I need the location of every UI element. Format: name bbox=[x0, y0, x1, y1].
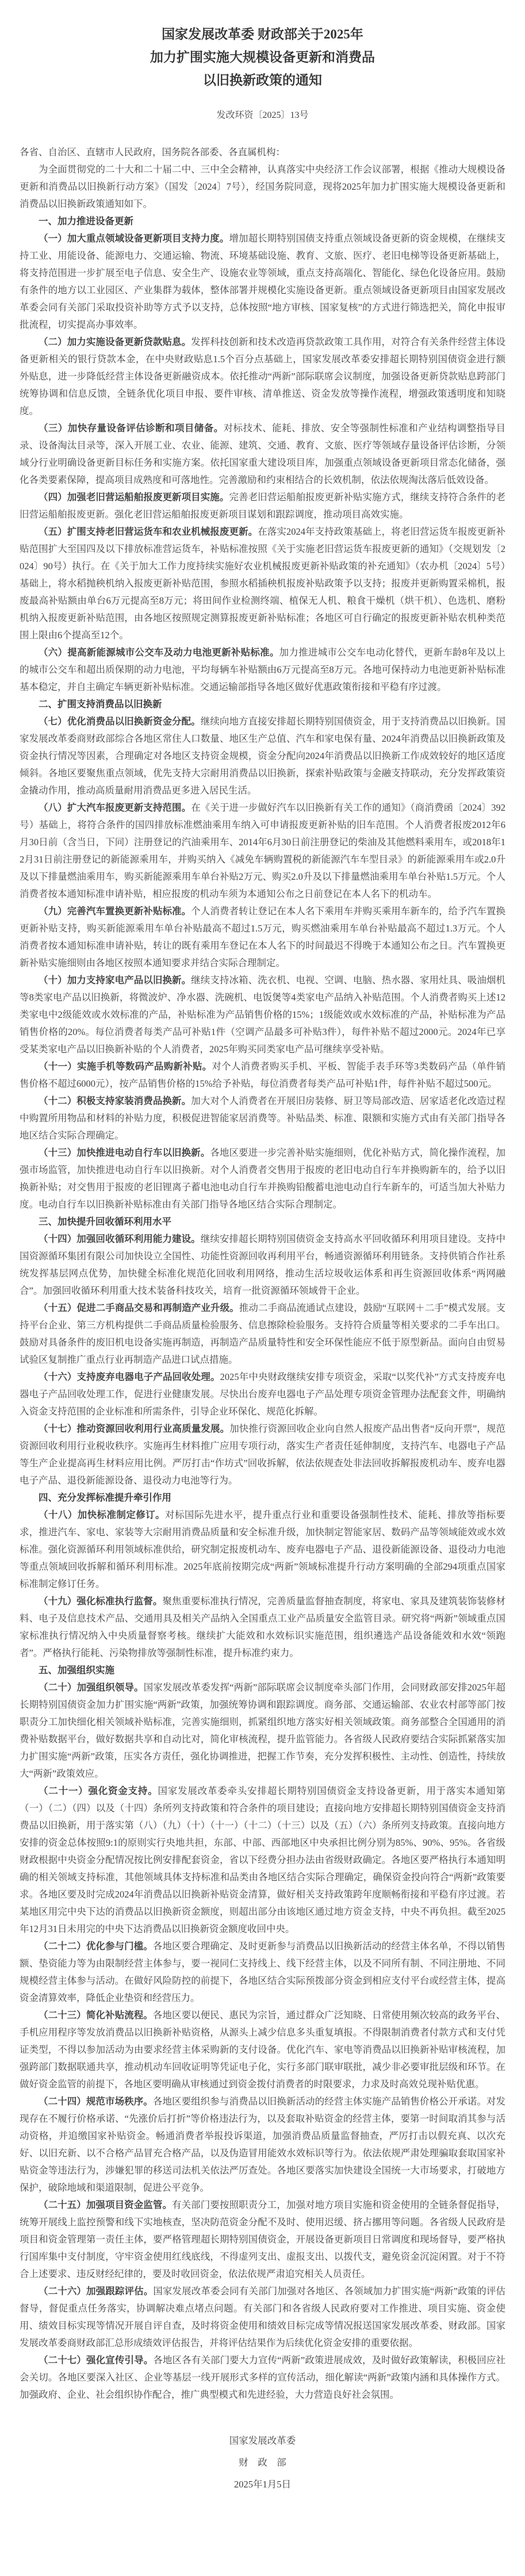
policy-item-label: （七）优化消费品以旧换新资金分配。 bbox=[39, 716, 201, 727]
policy-item-text: 继续向地方直接安排超长期特别国债资金，用于支持消费品以旧换新。国家发展改革委商财政部综合各地区常住人口数量、地区生产总值、汽车和家电保有量、2024年消费品以旧换新政策及资金执行情况等因素，合理确定对各地区支持资金规模，资金分配向2024年消费品以旧换新工作成效较好的地区适度倾斜。各地区要聚焦重点领域，优先支持大宗耐用消费品以旧换新，探索补贴政策与金融支持联动，充分发挥政策资金撬动作用，推动高质量耐用消费品更多进入居民生活。 bbox=[20, 716, 506, 796]
policy-item-label: （二十七）强化宣传引导。 bbox=[39, 2355, 154, 2366]
policy-item-paragraph bbox=[20, 1679, 505, 1782]
policy-item-label: （十九）强化标准执行监督。 bbox=[39, 1596, 163, 1607]
policy-item-paragraph bbox=[20, 1506, 505, 1593]
policy-item-text: 在落实2024年支持政策基础上，将老旧营运货车报废更新补贴范围扩大至国四及以下排放标准营运货车，补贴标准按照《关于实施老旧营运货车报废更新的通知》（交规划发〔2024〕90号）执行。在《关于加大工作力度持续实施好农业机械报废更新补贴政策的补充通知》（农办机〔2024〕5号）基础上，将水稻抛秧机纳入报废更新补贴范围，参照水稻插秧机报废补贴政策予以支持；报废并更新购置采棉机，报废最高补贴额由单台6万元提高至8万元；将田间作业检测终端、植保无人机、粮食干燥机（烘干机）、色选机、磨粉机纳入报废更新补贴范围，由各地区按照规定测算报废更新补贴标准；各地区可自行确定的报废更新补贴农机种类范围上限由6个提高至12个。 bbox=[20, 526, 506, 641]
policy-item-label: （二十四）规范市场秩序。 bbox=[39, 2096, 153, 2107]
policy-item-text: 发挥科技创新和技术改造再贷款政策工具作用，对符合有关条件经营主体设备更新相关的银行贷款本金，在中央财政贴息1.5个百分点基础上，国家发展改革委安排超长期特别国债资金进行额外贴息，进一步降低经营主体设备更新融资成本。依托推动“两新”部际联席会议制度，加强设备更新贷款贴息跨部门统筹协调和信息反馈，全链条优化项目申报、要件审核、清单推送、资金发放等操作流程，增强政策透明度和知晓度。 bbox=[20, 336, 506, 416]
policy-item-text: 个人消费者转让登记在本人名下乘用车并购买乘用车新车的，给予汽车置换更新补贴支持，购买新能源乘用车单台补贴最高不超过1.5万元，购买燃油乘用车单台补贴最高不超过1.3万元。个人消费者按本通知标准申请补贴，转让的既有乘用车登记在本人名下的时间最迟不得晚于本通知公布之日。汽车置换更新补贴实施细则由各地区按照本通知要求并结合实际合理制定。 bbox=[20, 906, 506, 968]
policy-item-text: 加大对个人消费者在开展旧房装修、厨卫等局部改造、居家适老化改造过程中购置所用物品和材料的补贴力度，积极促进智能家居消费等。补贴品类、标准、限额和实施方式由有关部门指导各地区结合实际合理确定。 bbox=[20, 1095, 506, 1141]
policy-item-text: 继续安排超长期特别国债资金支持高水平回收循环利用项目建设。支持中国资源循环集团有限公司加快设立全国性、功能性资源回收再利用平台，畅通资源循环利用链条。支持供销合作社系统发挥基层网点优势，加快健全标准化规范化回收利用网络，推动生活垃圾收运体系和再生资源回收体系“两网融合”。加强回收循环利用重大技术装备科技攻关，培育一批资源循环领域骨干企业。 bbox=[20, 1233, 506, 1296]
policy-item-label: （九）完善汽车置换更新补贴标准。 bbox=[39, 906, 191, 917]
policy-item-text: 加快推行资源回收企业向自然人报废产品出售者“反向开票”，规范资源回收利用行业税收秩序。实施再生材料推广应用专项行动，落实生产者责任延伸制度，支持汽车、电器电子产品等生产企业提高再生材料应用比例。严厉打击“作坊式”回收拆解，依法依规查处非法回收拆解报废机动车、废弃电器电子产品、退役新能源设备、退役动力电池等行为。 bbox=[20, 1423, 505, 1486]
policy-item-text: 国家发展改革委发挥“两新”部际联席会议制度牵头部门作用，会同财政部安排2025年超长期特别国债资金加力扩围实施“两新”政策，加强统筹协调和跟踪调度。商务部、交通运输部、农业农村部等部门按职责分工加快细化相关领域补贴标准，完善实施细则，抓紧组织地方落实好相关领域政策。商务部整合全国通用的消费补贴数据平台，做好数据共享和自动比对，简化审核流程，提升监管能力。各省级人民政府要结合实际抓紧落实加力扩围实施“两新”政策，压实各方责任，强化协调推进，把握工作节奏，充分发挥积极性、主动性、创造性，持续放大“两新”政策效应。 bbox=[20, 1682, 506, 1779]
salutation: 各省、自治区、直辖市人民政府，国务院各部委、各直属机构： bbox=[20, 147, 285, 158]
page-title bbox=[60, 23, 465, 92]
policy-item-label: （三）加快存量设备评估诊断和项目储备。 bbox=[39, 423, 224, 434]
policy-item-text: 增加超长期特别国债支持重点领域设备更新的资金规模，在继续支持工业、用能设备、能源电力、交通运输、物流、环境基础设施、教育、文旅、医疗、老旧电梯等设备更新基础上，将支持范围进一步扩展至电子信息、安全生产、设施农业等领域，重点支持高端化、智能化、绿色化设备应用。鼓励有条件的地方以工业园区、产业集群为载体，整体部署并规模化实施设备更新。重点领域设备更新项目由国家发展改革委会同有关部门采取投资补助等方式予以支持，总体按照“地方审核、国家复核”的方式进行筛选把关，简化申报审批流程，切实提高办事效率。 bbox=[20, 233, 506, 330]
policy-item-text: 对标技术、能耗、排放、安全等强制性标准和产业结构调整指导目录、设备淘汰目录等，深入开展工业、农业、能源、建筑、交通、教育、文旅、医疗等领域存量设备评估诊断，分领域分行业明确设备更新目标任务和实施方案。依托国家重大建设项目库，加强重点领域设备更新项目常态化储备，强化各类要素保障，提高项目成熟度和可落地性。完善激励和约束相结合的长效机制，依法依规淘汰落后低效设备。 bbox=[20, 423, 506, 485]
policy-item-label: （二十一）强化资金支持。 bbox=[39, 1785, 158, 1796]
policy-item-label: （六）提高新能源城市公交车及动力电池更新补贴标准。 bbox=[39, 647, 279, 658]
document-number: 发改环资〔2025〕13号 bbox=[216, 110, 309, 120]
section-heading: 二、扩围支持消费品以旧换新 bbox=[39, 699, 162, 710]
document-body-wrapper bbox=[20, 144, 505, 2404]
policy-item-paragraph bbox=[20, 1144, 505, 1213]
policy-item-paragraph bbox=[20, 489, 505, 523]
policy-item-label: （十六）支持废弃电器电子产品回收处理。 bbox=[39, 1371, 220, 1382]
policy-item-paragraph bbox=[20, 2352, 505, 2404]
policy-item-label: （十八）加快标准制定修订。 bbox=[39, 1509, 166, 1520]
policy-item-label: （十二）积极支持家装消费品换新。 bbox=[39, 1095, 191, 1106]
policy-item-text: 国家发展改革委会同有关部门加强对各地区、各领域加力扩围实施“两新”政策的评估督导，督促重点任务落实，协调解决难点堵点问题。有关部门和各省级人民政府要对工作推进、项目实施、资金使用、绩效目标实现等情况开展自评自查，及时将资金使用和绩效目标完成等情况报送国家发展改革委、财政部。国家发展改革委商财政部汇总形成绩效评估报告，并将评估结果作为后续优化资金安排的重要依据。 bbox=[20, 2286, 505, 2348]
policy-item-text: 在《关于进一步做好汽车以旧换新有关工作的通知》（商消费函〔2024〕392号）基础上，将符合条件的国四排放标准燃油乘用车纳入可申请报废更新补贴的旧车范围。个人消费者报废2012年6月30日前（含当日，下同）注册登记的汽油乘用车、2014年6月30日前注册登记的柴油及其他燃料乘用车，或2018年12月31日前注册登记的新能源乘用车，并购买纳入《减免车辆购置税的新能源汽车车型目录》的新能源乘用车或2.0升及以下排量燃油乘用车，购买新能源乘用车单台补贴2万元、购买2.0升及以下排量燃油乘用车单台补贴1.5万元。个人消费者按本通知标准申请补贴，相应报废的机动车须为本通知公布之日前登记在本人名下的机动车。 bbox=[20, 802, 506, 899]
document-body bbox=[20, 213, 505, 2404]
policy-item-label: （二十）加强组织领导。 bbox=[39, 1682, 144, 1693]
policy-item-paragraph bbox=[20, 903, 505, 972]
policy-item-paragraph bbox=[20, 523, 505, 644]
policy-item-label: （四）加强老旧营运船舶报废更新项目实施。 bbox=[39, 492, 229, 503]
signature-date: 2025年1月5日 bbox=[234, 2479, 291, 2490]
policy-item-label: （十五）促进二手商品交易和再制造产业升级。 bbox=[39, 1302, 239, 1313]
section-heading: 一、加力推进设备更新 bbox=[39, 216, 133, 227]
intro-paragraph: 为全面贯彻党的二十大和二十届二中、三中全会精神，认真落实中央经济工作会议部署，根据《推动大规模设备更新和消费品以旧换新行动方案》（国发〔2024〕7号），经国务院同意，现将2025年加力扩围实施大规模设备更新和消费品以旧换新政策通知如下。 bbox=[20, 164, 505, 209]
title-line-3: 以旧换新政策的通知 bbox=[203, 73, 322, 87]
policy-item-paragraph bbox=[20, 334, 505, 420]
section-heading: 三、加快提升回收循环利用水平 bbox=[39, 1216, 171, 1227]
policy-item-text: 各地区要合理确定、及时更新参与消费品以旧换新活动的经营主体名单，不得以销售额、垫资能力等为由限制经营主体参与，要一视同仁支持线上、线下经营主体，以及不同所有制、不同注册地、不同规模经营主体参与活动。在做好风险防控的前提下，各地区结合实际预拨部分资金到相应支付平台或经营主体，提高资金清算效率，降低企业垫资和经营压力。 bbox=[20, 1941, 506, 2003]
policy-item-paragraph bbox=[20, 2196, 505, 2283]
policy-item-paragraph bbox=[20, 1300, 505, 1368]
policy-item-paragraph bbox=[20, 1938, 505, 2007]
policy-item-paragraph bbox=[20, 2007, 505, 2093]
policy-item-label: （二十三）简化补贴流程。 bbox=[39, 2010, 153, 2021]
policy-item-label: （八）扩大汽车报废更新支持范围。 bbox=[39, 802, 191, 813]
policy-item-text: 对标国际先进水平，提升重点行业和重要设备强制性技术、能耗、排放等指标要求，推进汽车、家电、家装等大宗耐用消费品质量和安全标准升级，加快制定智能家居、数码产品等领域能效或水效标准。强化资源循环利用领域标准供给，研究制定报废机动车、废弃电器电子产品、退役新能源设备、退役动力电池等重点领域回收拆解和循环利用标准。2025年底前按期完成“两新”领域标准提升行动方案明确的全部294项重点国家标准制定修订任务。 bbox=[20, 1509, 506, 1589]
policy-item-text: 完善老旧营运船舶报废更新补贴实施方式，继续支持符合条件的老旧营运船舶报废更新。强化老旧营运船舶报废更新项目谋划和跟踪调度，推动项目高效实施。 bbox=[20, 492, 506, 520]
signature-issuer-2: 财 政 部 bbox=[239, 2457, 286, 2468]
policy-item-text: 各地区要组织参与消费品以旧换新活动的经营主体实施产品销售价格公开承诺。对发现存在不履行价格承诺、“先涨价后打折”等价格违法行为，以及套取补贴资金的经营主体，要第一时间取消其参与活动资格，并追缴国家补贴资金。畅通消费者举报投诉渠道，加强消费品质量监督抽查，严厉打击以假充真、以次充好、以旧充新、以不合格产品冒充合格产品，以及伪造冒用能效水效标识等行为。依法依规严肃处理骗取套取国家补贴资金等违法行为，涉嫌犯罪的移送司法机关依法严厉查处。各地区要落实加快建设全国统一大市场要求，打破地方保护，破除地域和渠道限制，促进公平竞争。 bbox=[20, 2096, 506, 2193]
policy-item-paragraph bbox=[20, 799, 505, 903]
policy-item-text: 2025年中央财政继续安排专项资金，采取“以奖代补”方式支持废弃电器电子产品回收处理工作，促进行业健康发展。尽快出台废弃电器电子产品处理专项资金管理办法配套文件，明确纳入资金支持范围的企业标准和所需条件，引导企业环保化、规范化拆解。 bbox=[20, 1371, 506, 1417]
policy-item-label: （五）扩围支持老旧营运货车和农业机械报废更新。 bbox=[39, 526, 258, 537]
policy-item-paragraph bbox=[20, 1092, 505, 1144]
policy-item-label: （十一）实施手机等数码产品购新补贴。 bbox=[39, 1061, 212, 1072]
policy-item-paragraph bbox=[20, 1782, 505, 1938]
policy-item-label: （十七）推动资源回收利用行业高质量发展。 bbox=[39, 1423, 230, 1434]
policy-item-label: （十三）加快推进电动自行车以旧换新。 bbox=[39, 1147, 210, 1158]
policy-item-text: 有关部门要按照职责分工，加强对地方项目实施和资金使用的全链条督促指导，统筹开展线上监控预警和线下实地核查，坚决防范资金分配不及时、使用迟缓、挤占挪用等问题。各省级人民政府是项目和资金管理第一责任主体，要严格管理超长期特别国债资金，开展设备更新项目日常调度和现场督导，要严格执行国库集中支付制度，守牢资金使用红线底线，不得虚列支出、虚报支出、以拨代支，避免资金沉淀闲置。对于不符合上述要求、违反财经纪律的，要及时收回资金，依法依规严肃追究相关人员责任。 bbox=[20, 2199, 506, 2279]
policy-item-text: 聚焦重要标准执行情况，完善质量监督抽查制度，将家电、家具及建筑装饰装修材料、电子及信息技术产品、交通用具及相关产品纳入全国重点工业产品质量安全监管目录。研究将“两新”领域重点国家标准执行情况纳入中央质量督察考核。继续扩大能效和水效标识实施范围，组织遴选产品设备能效和水效“领跑者”。严格执行能耗、污染物排放等强制性标准，提升标准约束力。 bbox=[20, 1596, 506, 1658]
policy-item-text: 各地区要以便民、惠民为宗旨，通过群众广泛知晓、日常使用频次较高的政务平台、手机应用程序等发放消费品以旧换新补贴资格，从源头上减少信息多头重复填报。不得限制消费者付款方式和支付凭证类型，不得以参加活动为由要求经营主体采购新的支付设备。优化汽车、家电等消费品以旧换新补贴审核流程，加强跨部门数据联通共享，推动机动车回收证明等凭证电子化，实行多部门联审联批，减少非必要审批层级和环节。在做好资金监管的前提下，各地区要明确从审核通过到资金拨付消费者的时限要求，力求及时高效兑现补贴优惠。 bbox=[20, 2010, 506, 2090]
policy-item-paragraph bbox=[20, 230, 505, 334]
policy-item-label: （二十六）加强跟踪评估。 bbox=[39, 2286, 154, 2297]
policy-item-label: （十）加力支持家电产品以旧换新。 bbox=[39, 975, 191, 986]
title-line-1: 国家发展改革委 财政部关于2025年 bbox=[162, 27, 363, 41]
policy-item-paragraph bbox=[20, 713, 505, 799]
section-heading: 四、充分发挥标准提升牵引作用 bbox=[39, 1492, 171, 1503]
policy-item-paragraph bbox=[20, 1593, 505, 1662]
policy-item-paragraph bbox=[20, 420, 505, 489]
policy-item-paragraph bbox=[20, 1420, 505, 1489]
policy-item-paragraph bbox=[20, 972, 505, 1058]
policy-item-label: （一）加大重点领域设备更新项目支持力度。 bbox=[39, 233, 229, 244]
policy-item-text: 推动二手商品流通试点建设，鼓励“互联网＋二手”模式发展。支持平台企业、第三方机构提供二手商品质量检验服务、信息擦除检验服务。支持符合质量等相关要求的二手车出口。鼓励对具备条件的废旧机电设备实施再制造，再制造产品质量特性和安全环保性能应不低于原型新品。面向自由贸易试验区复制推广重点行业再制造产品进口试点措施。 bbox=[20, 1302, 505, 1365]
policy-item-text: 各地区各有关部门要大力宣传“两新”政策进展成效，及时做好政策解读，积极回应社会关切。各地区要深入社区、企业等基层一线开展形式多样的宣传活动，细化解读“两新”政策内涵和具体操作方式。加强政府、企业、社会组织协作配合，推广典型模式和先进经验，大力营造良好社会氛围。 bbox=[20, 2355, 505, 2400]
policy-item-label: （二十五）加强项目资金监管。 bbox=[39, 2199, 173, 2210]
policy-item-paragraph bbox=[20, 1230, 505, 1300]
policy-item-text: 对个人消费者购买手机、平板、智能手表手环等3类数码产品（单件销售价格不超过6000元），按产品销售价格的15%给予补贴，每位消费者每类产品可补贴1件，每件补贴不超过500元。 bbox=[20, 1061, 506, 1089]
policy-item-text: 各地区要进一步完善补贴实施细则，优化补贴方式，简化操作流程，加强市场监管，加快推进电动自行车以旧换新。对个人消费者交售用于报废的老旧电动自行车并换购新车的，给予以旧换新补贴；对交售用于报废的老旧锂离子蓄电池电动自行车并换购铅酸蓄电池电动自行车新车的，可适当加大补贴力度。电动自行车以旧换新补贴标准由有关部门指导各地区结合实际合理制定。 bbox=[20, 1147, 506, 1210]
signature-issuer-1: 国家发展改革委 bbox=[229, 2435, 296, 2446]
policy-item-text: 加力推进城市公交车电动化替代，更新车龄8年及以上的城市公交车和超出质保期的动力电池，平均每辆车补贴额由6万元提高至8万元。各地可保持动力电池更新补贴标准基本稳定，并自主确定车辆更新补贴标准。交通运输部指导各地区做好优惠政策衔接和平稳有序过渡。 bbox=[20, 647, 506, 692]
section-heading: 五、加强组织实施 bbox=[39, 1665, 114, 1676]
policy-item-paragraph bbox=[20, 2283, 505, 2352]
policy-item-label: （二）加力实施设备更新贷款贴息。 bbox=[39, 336, 191, 347]
policy-item-paragraph bbox=[20, 644, 505, 696]
policy-item-paragraph bbox=[20, 2093, 505, 2196]
policy-item-text: 国家发展改革委牵头安排超长期特别国债资金支持设备更新，用于落实本通知第（一）（二）（四）以及（十四）条所列支持政策和符合条件的项目建设；直接向地方安排超长期特别国债资金支持消费品以旧换新，用于落实第（八）（九）（十）（十一）（十二）（十三）以及（五）（六）条所列支持政策。直接向地方安排的资金总体按照9:1的原则实行央地共担，东部、中部、西部地区中央承担比例分别为85%、90%、95%。各省级财政根据中央资金分配情况按比例安排配套资金，省以下经费分担办法由省级财政确定。各地区要严格执行本通知明确的相关领域支持标准，其他领域具体支持标准和品类由各地区结合实际合理确定，确保资金投向符合“两新”政策要求。各地区要及时完成2024年消费品以旧换新补贴资金清算，做好相关支持政策跨年度顺畅衔接和平稳有序过渡。若某地区用完中央下达的消费品以旧换新资金额度，则超出部分由该地区通过地方资金支持，中央不再负担。截至2025年12月31日未用完的中央下达消费品以旧换新资金额度收回中央。 bbox=[20, 1785, 506, 1934]
policy-item-text: 继续支持冰箱、洗衣机、电视、空调、电脑、热水器、家用灶具、吸油烟机等8类家电产品以旧换新，将微波炉、净水器、洗碗机、电饭煲等4类家电产品纳入补贴范围。个人消费者购买上述12类家电中2级能效或水效标准的产品，补贴标准为产品销售价格的15%；1级能效或水效标准的产品，补贴标准为产品销售价格的20%。每位消费者每类产品可补贴1件（空调产品最多可补贴3件），每件补贴不超过2000元。2024年已享受某类家电产品以旧换新补贴的个人消费者，2025年购买同类家电产品可继续享受补贴。 bbox=[20, 975, 506, 1055]
policy-item-paragraph bbox=[20, 1368, 505, 1420]
policy-item-label: （十四）加强回收循环利用能力建设。 bbox=[39, 1233, 201, 1244]
title-line-2: 加力扩围实施大规模设备更新和消费品 bbox=[150, 50, 375, 64]
signature-block bbox=[20, 2430, 505, 2496]
policy-item-paragraph bbox=[20, 1058, 505, 1092]
policy-item-label: （二十二）优化参与门槛。 bbox=[39, 1941, 153, 1952]
